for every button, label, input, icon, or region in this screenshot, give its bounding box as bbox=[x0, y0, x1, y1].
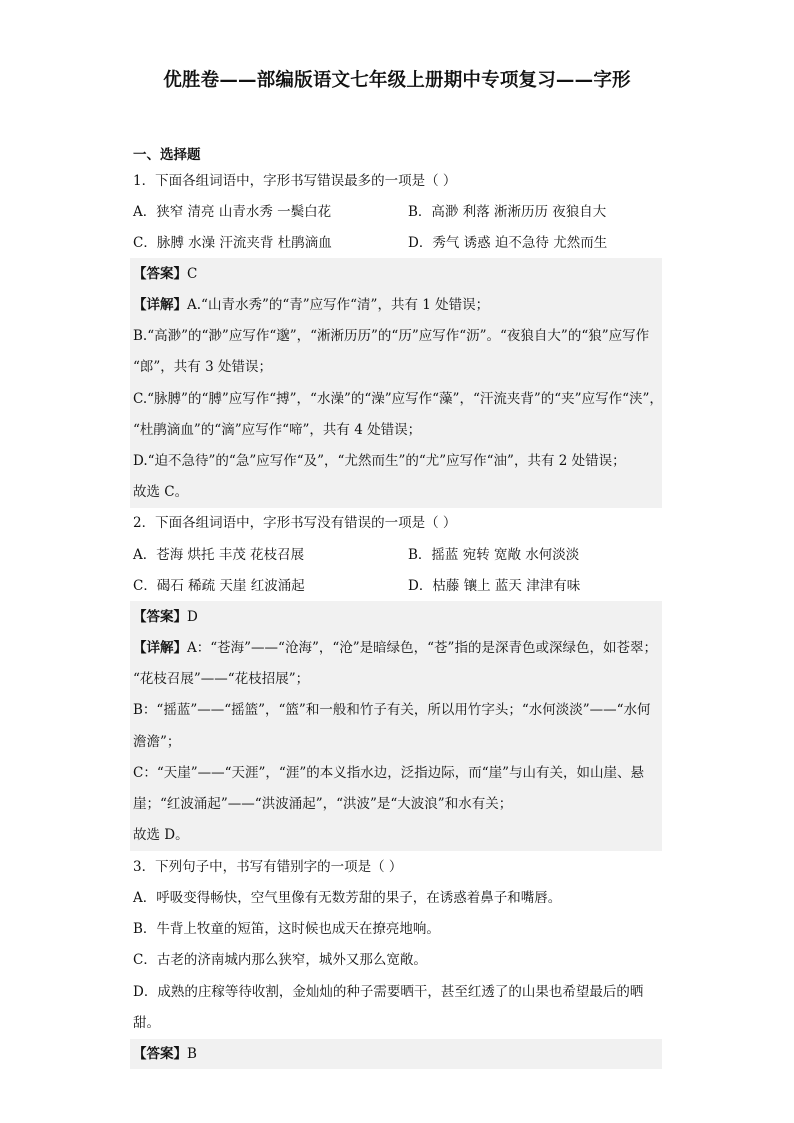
question-1-detail-line: B.“高渺”的“渺”应写作“邈”，“淅淅历历”的“历”应写作“沥”。“夜狼自大”的“狼”应写作 bbox=[133, 328, 650, 344]
question-1-option-d: D．秀气 诱惑 迫不急待 尤然而生 bbox=[408, 235, 608, 251]
question-2-detail-line: 崖；“红波涌起”——“洪波涌起”，“洪波”是“大波浪”和水有关； bbox=[133, 796, 513, 812]
question-1-option-b: B．高渺 利落 淅淅历历 夜狼自大 bbox=[408, 204, 607, 220]
question-2-detail-line: B：“摇蓝”——“摇篮”，“篮”和一般和竹子有关，所以用竹字头；“水何淡淡”——“水何 bbox=[133, 702, 651, 718]
question-3-option-d-cont: 甜。 bbox=[133, 1015, 160, 1031]
answer-value: B bbox=[187, 1046, 197, 1062]
question-3-answer bbox=[133, 1044, 197, 1064]
detail-text: A.“山青水秀”的“青”应写作“清”，共有 1 处错误； bbox=[187, 297, 490, 313]
answer-tag: 【答案】 bbox=[133, 266, 187, 282]
section-heading: 一、选择题 bbox=[133, 147, 201, 163]
detail-tag: 【详解】 bbox=[133, 297, 187, 313]
question-1-detail-line: D.“迫不急待”的“急”应写作“及”，“尤然而生”的“尤”应写作“油”，共有 2 处错误； bbox=[133, 453, 626, 469]
question-1-detail-line bbox=[133, 295, 489, 315]
question-2-option-d: D．枯藤 镶上 蓝天 津津有味 bbox=[408, 578, 581, 594]
question-2-option-c: C．碣石 稀疏 天崖 红波涌起 bbox=[133, 578, 305, 594]
answer-value: C bbox=[187, 266, 198, 282]
question-3-option-a: A．呼吸变得畅快，空气里像有无数芳甜的果子，在诱惑着鼻子和嘴唇。 bbox=[133, 890, 562, 906]
question-3-stem: 3．下列句子中，书写有错别字的一项是（ ） bbox=[133, 859, 403, 875]
question-2-answer bbox=[133, 607, 198, 627]
answer-value: D bbox=[187, 609, 198, 625]
question-3-answer-block bbox=[130, 1039, 662, 1069]
question-2-detail-line: C：“天崖”——“天涯”，“涯”的本义指水边，泛指边际，而“崖”与山有关，如山崖、悬 bbox=[133, 765, 645, 781]
question-1-detail-line: C.“脉膊”的“膊”应写作“搏”，“水澡”的“澡”应写作“藻”，“汗流夹背”的“夹”应写作“浃”， bbox=[133, 391, 663, 407]
question-1-option-c: C．脉膊 水澡 汗流夹背 杜鹃滴血 bbox=[133, 235, 332, 251]
question-2-detail-line: “花枝召展”——“花枝招展”； bbox=[133, 671, 310, 687]
question-1-stem: 1．下面各组词语中，字形书写错误最多的一项是（ ） bbox=[133, 173, 457, 189]
detail-text: A：“苍海”——“沧海”，“沧”是暗绿色，“苍”指的是深青色或深绿色，如苍翠； bbox=[187, 640, 657, 656]
question-3-option-b: B．牛背上牧童的短笛，这时候也成天在撩亮地响。 bbox=[133, 921, 440, 937]
detail-tag: 【详解】 bbox=[133, 640, 187, 656]
answer-tag: 【答案】 bbox=[133, 609, 187, 625]
question-1-option-a: A．狭窄 清亮 山青水秀 一鬓白花 bbox=[133, 204, 332, 220]
answer-tag: 【答案】 bbox=[133, 1046, 187, 1062]
page-title: 优胜卷——部编版语文七年级上册期中专项复习——字形 bbox=[163, 70, 631, 91]
question-2-detail-line: 故选 D。 bbox=[133, 827, 189, 843]
question-3-option-d: D．成熟的庄稼等待收割，金灿灿的种子需要晒干，甚至红透了的山果也希望最后的晒 bbox=[133, 984, 644, 1000]
question-3-option-c: C．古老的济南城内那么狭窄，城外又那么宽敞。 bbox=[133, 952, 427, 968]
question-2-option-b: B．摇蓝 宛转 宽敞 水何淡淡 bbox=[408, 547, 580, 563]
question-2-stem: 2．下面各组词语中，字形书写没有错误的一项是（ ） bbox=[133, 515, 457, 531]
question-1-detail-line: “郎”，共有 3 处错误； bbox=[133, 359, 272, 375]
question-2-detail-line: 澹澹”； bbox=[133, 734, 181, 750]
question-1-detail-line: “杜鹃滴血”的“滴”应写作“啼”，共有 4 处错误； bbox=[133, 422, 422, 438]
question-2-detail-line bbox=[133, 638, 657, 658]
question-2-option-a: A．苍海 烘托 丰茂 花枝召展 bbox=[133, 547, 305, 563]
question-1-answer bbox=[133, 264, 197, 284]
question-1-detail-line: 故选 C。 bbox=[133, 484, 189, 500]
